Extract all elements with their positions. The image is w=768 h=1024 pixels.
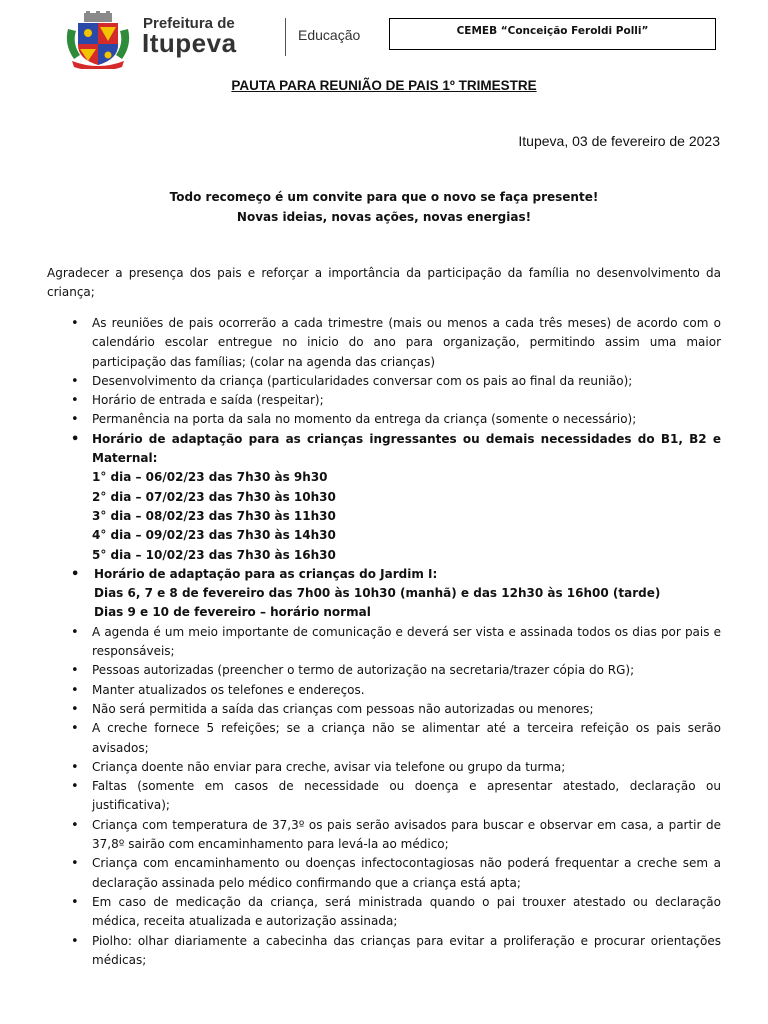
page-header xyxy=(0,0,768,70)
agenda-item: • Piolho: olhar diariamente a cabecinha das crianças para evitar a proliferação e procurar orientações médicas; xyxy=(47,932,721,971)
jardim-day: Dias 6, 7 e 8 de fevereiro das 7h00 às 10h30 (manhã) e das 12h30 às 16h00 (tarde) xyxy=(94,586,661,601)
intro-paragraph: Agradecer a presença dos pais e reforçar a importância da participação da família no desenvolvimento da criança; xyxy=(47,266,721,299)
brand-prefix-text: Prefeitura de xyxy=(143,15,235,32)
adaptation-day: 3° dia – 08/02/23 das 7h30 às 11h30 xyxy=(92,508,336,523)
municipal-coat-of-arms-icon xyxy=(64,11,132,69)
motto-line-1: Todo recomeço é um convite para que o novo se faça presente! xyxy=(169,190,599,204)
jardim-day: Dias 9 e 10 de fevereiro – horário normal xyxy=(94,605,371,620)
school-name-box xyxy=(389,18,716,50)
agenda-item: • A creche fornece 5 refeições; se a criança não se alimentar até a terceira refeição os pais serão avisados; xyxy=(47,719,721,758)
agenda-item-adaptation xyxy=(47,430,721,565)
agenda-item: • Faltas (somente em casos de necessidade ou doença e apresentar atestado, declaração ou justificativa); xyxy=(47,777,721,816)
agenda-item: • Em caso de medicação da criança, será ministrada quando o pai trouxer atestado ou declaração médica, receita atualizada e autorização assinada; xyxy=(47,893,721,932)
agenda-item: • A agenda é um meio importante de comunicação e deverá ser vista e assinada todos os dias por pais e responsáveis; xyxy=(47,623,721,662)
agenda-item: • Manter atualizados os telefones e endereços. xyxy=(47,681,721,700)
adaptation-heading: Horário de adaptação para as crianças ingressantes ou demais necessidades do B1, B2 e Maternal: xyxy=(92,431,721,466)
adaptation-day: 5° dia – 10/02/23 das 7h30 às 16h30 xyxy=(92,547,336,562)
agenda-item: • Horário de entrada e saída (respeitar); xyxy=(47,391,721,410)
brand-divider xyxy=(285,18,286,56)
document-title: PAUTA PARA REUNIÃO DE PAIS 1º TRIMESTRE xyxy=(231,78,537,93)
agenda-list xyxy=(47,314,721,970)
brand-department: Educação xyxy=(298,27,361,43)
agenda-item-jardim xyxy=(47,565,721,623)
motto-line-2: Novas ideias, novas ações, novas energias! xyxy=(236,210,532,224)
brand-city-name: Itupeva xyxy=(142,28,237,58)
agenda-item: • As reuniões de pais ocorrerão a cada trimestre (mais ou menos a cada três meses) de acordo com o calendário escolar entregue no inicio do ano para organização, permitindo assim uma maior participação das famílias; (colar na agenda das crianças) xyxy=(47,314,721,372)
school-name: CEMEB “Conceição Feroldi Polli” xyxy=(456,25,649,37)
agenda-item: • Criança com encaminhamento ou doenças infectocontagiosas não poderá frequentar a creche sem a declaração assinada pelo médico confirmando que a criança está apta; xyxy=(47,854,721,893)
agenda-item: • Permanência na porta da sala no momento da entrega da criança (somente o necessário); xyxy=(47,410,721,429)
agenda-item: • Pessoas autorizadas (preencher o termo de autorização na secretaria/trazer cópia do RG); xyxy=(47,661,721,680)
adaptation-day: 2° dia – 07/02/23 das 7h30 às 10h30 xyxy=(92,489,336,504)
agenda-item: • Não será permitida a saída das crianças com pessoas não autorizadas ou menores; xyxy=(47,700,721,719)
jardim-heading: Horário de adaptação para as crianças do Jardim I: xyxy=(94,566,438,581)
agenda-item: • Criança com temperatura de 37,3º os pais serão avisados para buscar e observar em casa, a partir de 37,8º sairão com encaminhamento para levá-la ao médico; xyxy=(47,816,721,855)
agenda-item: • Desenvolvimento da criança (particularidades conversar com os pais ao final da reunião); xyxy=(47,372,721,391)
agenda-item: • Criança doente não enviar para creche, avisar via telefone ou grupo da turma; xyxy=(47,758,721,777)
adaptation-day: 1° dia – 06/02/23 das 7h30 às 9h30 xyxy=(92,470,328,485)
document-date: Itupeva, 03 de fevereiro de 2023 xyxy=(518,133,720,149)
adaptation-day: 4° dia – 09/02/23 das 7h30 às 14h30 xyxy=(92,528,336,543)
